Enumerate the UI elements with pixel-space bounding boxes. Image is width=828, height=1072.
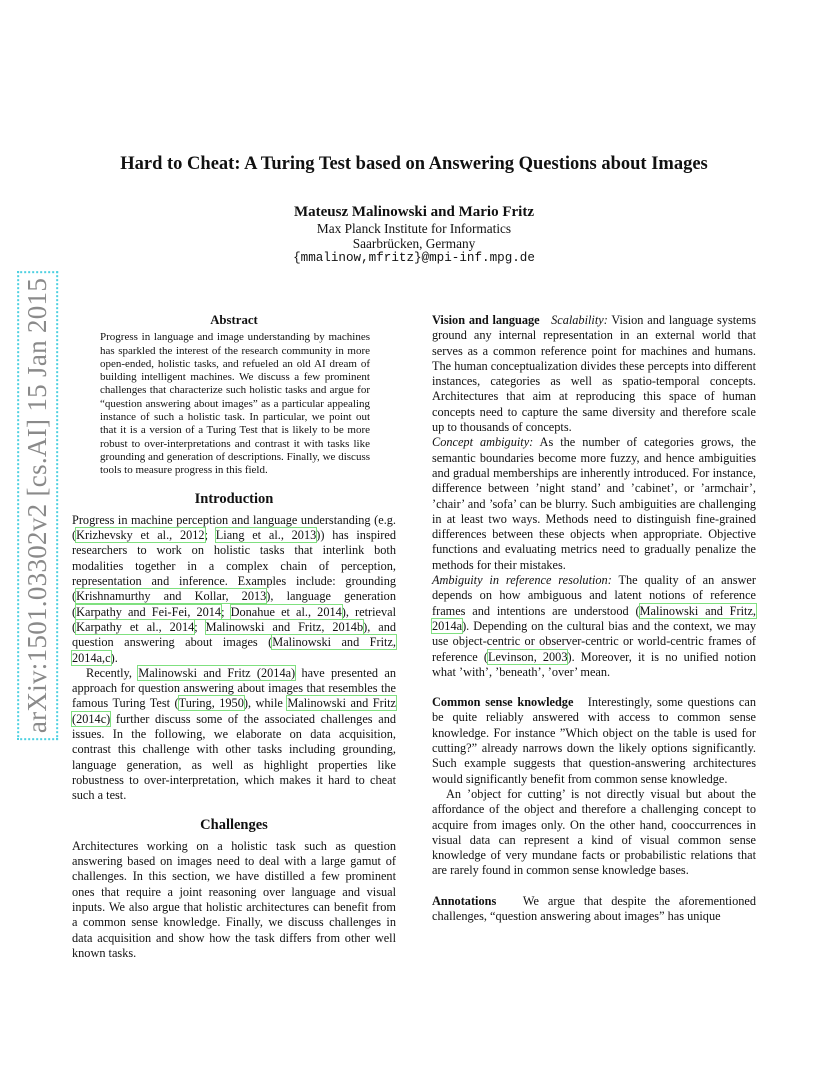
citation-link[interactable]: Krizhevsky et al., 2012 <box>76 528 205 543</box>
affiliation-institute: Max Planck Institute for Informatics <box>316 221 512 236</box>
paper-authors: Mateusz Malinowski and Mario Fritz <box>294 204 534 220</box>
citation-link[interactable]: Karpathy and Fei-Fei, 2014 <box>76 604 222 619</box>
text-run: ). Moreover, it is no unified notion what ’with’, ’beneath’, ’over’ mean. <box>432 649 756 679</box>
text-run: We argue that despite the aforementioned challenges, “question answering about images” has unique <box>432 893 756 923</box>
text-run: ; <box>194 619 206 634</box>
left-column <box>72 313 396 961</box>
common-sense-heading: Common sense knowledge <box>432 695 574 710</box>
text-run: )) has inspired researchers to work on holistic tasks that interlink both modalities together in a complex chain of perception, representation and inference. Examples include: grounding ( <box>72 528 396 604</box>
introduction-paragraph-2 <box>72 666 396 804</box>
annotations-heading: Annotations <box>432 893 497 908</box>
text-run: ), retrieval ( <box>72 604 397 634</box>
reference-ambiguity-label: Ambiguity in reference resolution: <box>432 573 612 588</box>
affiliation-location: Saarbrücken, Germany <box>352 236 476 251</box>
citation-link[interactable]: Karpathy et al., 2014 <box>76 619 195 634</box>
challenges-paragraph: Architectures working on a holistic task such as question answering based on images need to deal with a large gamut of challenges. In this section, we have distilled a few prominent ones that require a joint reasoning over language and visual inputs. We also argue that holistic architectures can benefit from a common sense knowledge. Finally, we discuss challenges in data acquisition and show how the task differs from other well known tasks. <box>72 838 396 960</box>
arxiv-stamp <box>24 270 52 740</box>
citation-link[interactable]: Malinowski and Fritz (2014c) <box>72 696 397 726</box>
reference-ambiguity-paragraph <box>432 573 756 680</box>
introduction-paragraph-1 <box>72 513 396 666</box>
introduction-heading: Introduction <box>194 490 274 507</box>
arxiv-stamp-text[interactable]: arXiv:1501.03302v2 [cs.AI] 15 Jan 2015 <box>22 277 53 733</box>
scalability-text: Vision and language systems ground any internal representation in an external world that serves as a common reference point for machines and humans. The human conceptualization divides these percepts into different instances, categories as well as spatio-temporal concepts. Architectures that aim at reproducing this space of human concepts need to capture the same diversity and therefore scale up to thousands of concepts. <box>432 313 756 435</box>
text-run: ). Depending on the cultural bias and the context, we may use object-centric or observer-centric or world-centric frames of reference ( <box>432 618 756 664</box>
abstract-heading: Abstract <box>210 313 258 327</box>
affiliation-emails: {mmalinow,mfritz}@mpi-inf.mpg.de <box>293 251 535 265</box>
citation-link[interactable]: Malinowski and Fritz, 2014a,c <box>72 635 396 665</box>
right-column <box>432 313 756 924</box>
text-run: have presented an approach for question answering about images that resembles the famous Turing Test ( <box>72 665 396 711</box>
concept-ambiguity-label: Concept ambiguity: <box>432 435 534 450</box>
text-run: The quality of an answer depends on how ambiguous and latent notions of reference frames and intentions are understood ( <box>432 573 756 618</box>
text-run: ; <box>221 604 231 619</box>
common-sense-paragraph-2: An ’object for cutting’ is not directly visual but about the affordance of the object and therefore a challenging concept to acquire from images only. On the other hand, cooccurrences in visual data can represent a kind of visual common sense knowledge of very mundane facts or probabilistic relations that are rarely found in common sense knowledge bases. <box>432 786 756 878</box>
vision-language-paragraph <box>432 313 756 435</box>
abstract-text: Progress in language and image understanding by machines has sparkled the interest of the research community in more open-ended, holistic tasks, and refueled an old AI dream of building intelligent machines. We discuss a few prominent challenges that characterize such holistic tasks and argue for “question answering about images” as a particular appealing instance of such a holistic task. In particular, we point out that it is a version of a Turing Test that is likely to be more robust to over-interpretations and contrast it with tasks like grounding and generation of descriptions. Finally, we discuss tools to measure progress in this field. <box>100 331 370 477</box>
text-run: ; <box>204 528 216 543</box>
text-run: ). <box>110 650 118 665</box>
citation-link[interactable]: Malinowski and Fritz, 2014b <box>205 619 364 634</box>
concept-ambiguity-text: As the number of categories grows, the semantic boundaries become more fuzzy, and hence ambiguities and gradual memberships are inherently introduced. For instance, difference between ’night stand’ and ’cabinet’, or ’armchair’, ’chair’ and ’sofa’ can be blurry. Such ambiguities are challenging in at least two ways. Methods need to distinguish fine-grained differences between these objects when appropriate. Objective functions and evaluating metrics need to gradually penalize the methods for their mistakes. <box>432 435 756 572</box>
text-run: further discuss some of the associated challenges and issues. In the following, we elaborate on data acquisition, contrast this challenge with other tasks including grounding, language generation, as well as highlight properties like robustness to over-interpretation, which makes it hard to cheat such a test. <box>72 711 396 803</box>
citation-link[interactable]: Liang et al., 2013 <box>215 528 317 543</box>
concept-ambiguity-paragraph <box>432 435 756 573</box>
text-run: Recently, <box>86 665 139 680</box>
citation-link[interactable]: Donahue et al., 2014 <box>230 604 342 619</box>
citation-link[interactable]: Malinowski and Fritz, 2014a <box>432 603 756 633</box>
text-run: ), language generation ( <box>72 589 396 619</box>
annotations-paragraph <box>432 894 756 925</box>
text-run: Interestingly, some questions can be quite reliably answered with access to common sense knowledge. For instance ”Which object on the table is used for cutting?” already narrows down the likely options significantly. Such example suggests that question-answering architectures would significantly benefit from common sense knowledge. <box>432 695 756 786</box>
common-sense-paragraph-1 <box>432 695 756 787</box>
challenges-heading: Challenges <box>200 816 268 833</box>
vision-language-heading: Vision and language <box>432 313 540 327</box>
citation-link[interactable]: Levinson, 2003 <box>487 649 568 664</box>
citation-link[interactable]: Malinowski and Fritz (2014a) <box>138 665 296 680</box>
text-run: Progress in machine perception and language understanding (e.g. ( <box>72 512 396 543</box>
paper-title: Hard to Cheat: A Turing Test based on Answering Questions about Images <box>120 154 708 174</box>
citation-link[interactable]: Turing, 1950 <box>178 696 244 711</box>
text-run: ), while <box>243 696 288 711</box>
citation-link[interactable]: Krishnamurthy and Kollar, 2013 <box>76 589 267 604</box>
scalability-label: Scalability: <box>551 313 608 327</box>
text-run: ), and question answering about images ( <box>72 619 397 650</box>
